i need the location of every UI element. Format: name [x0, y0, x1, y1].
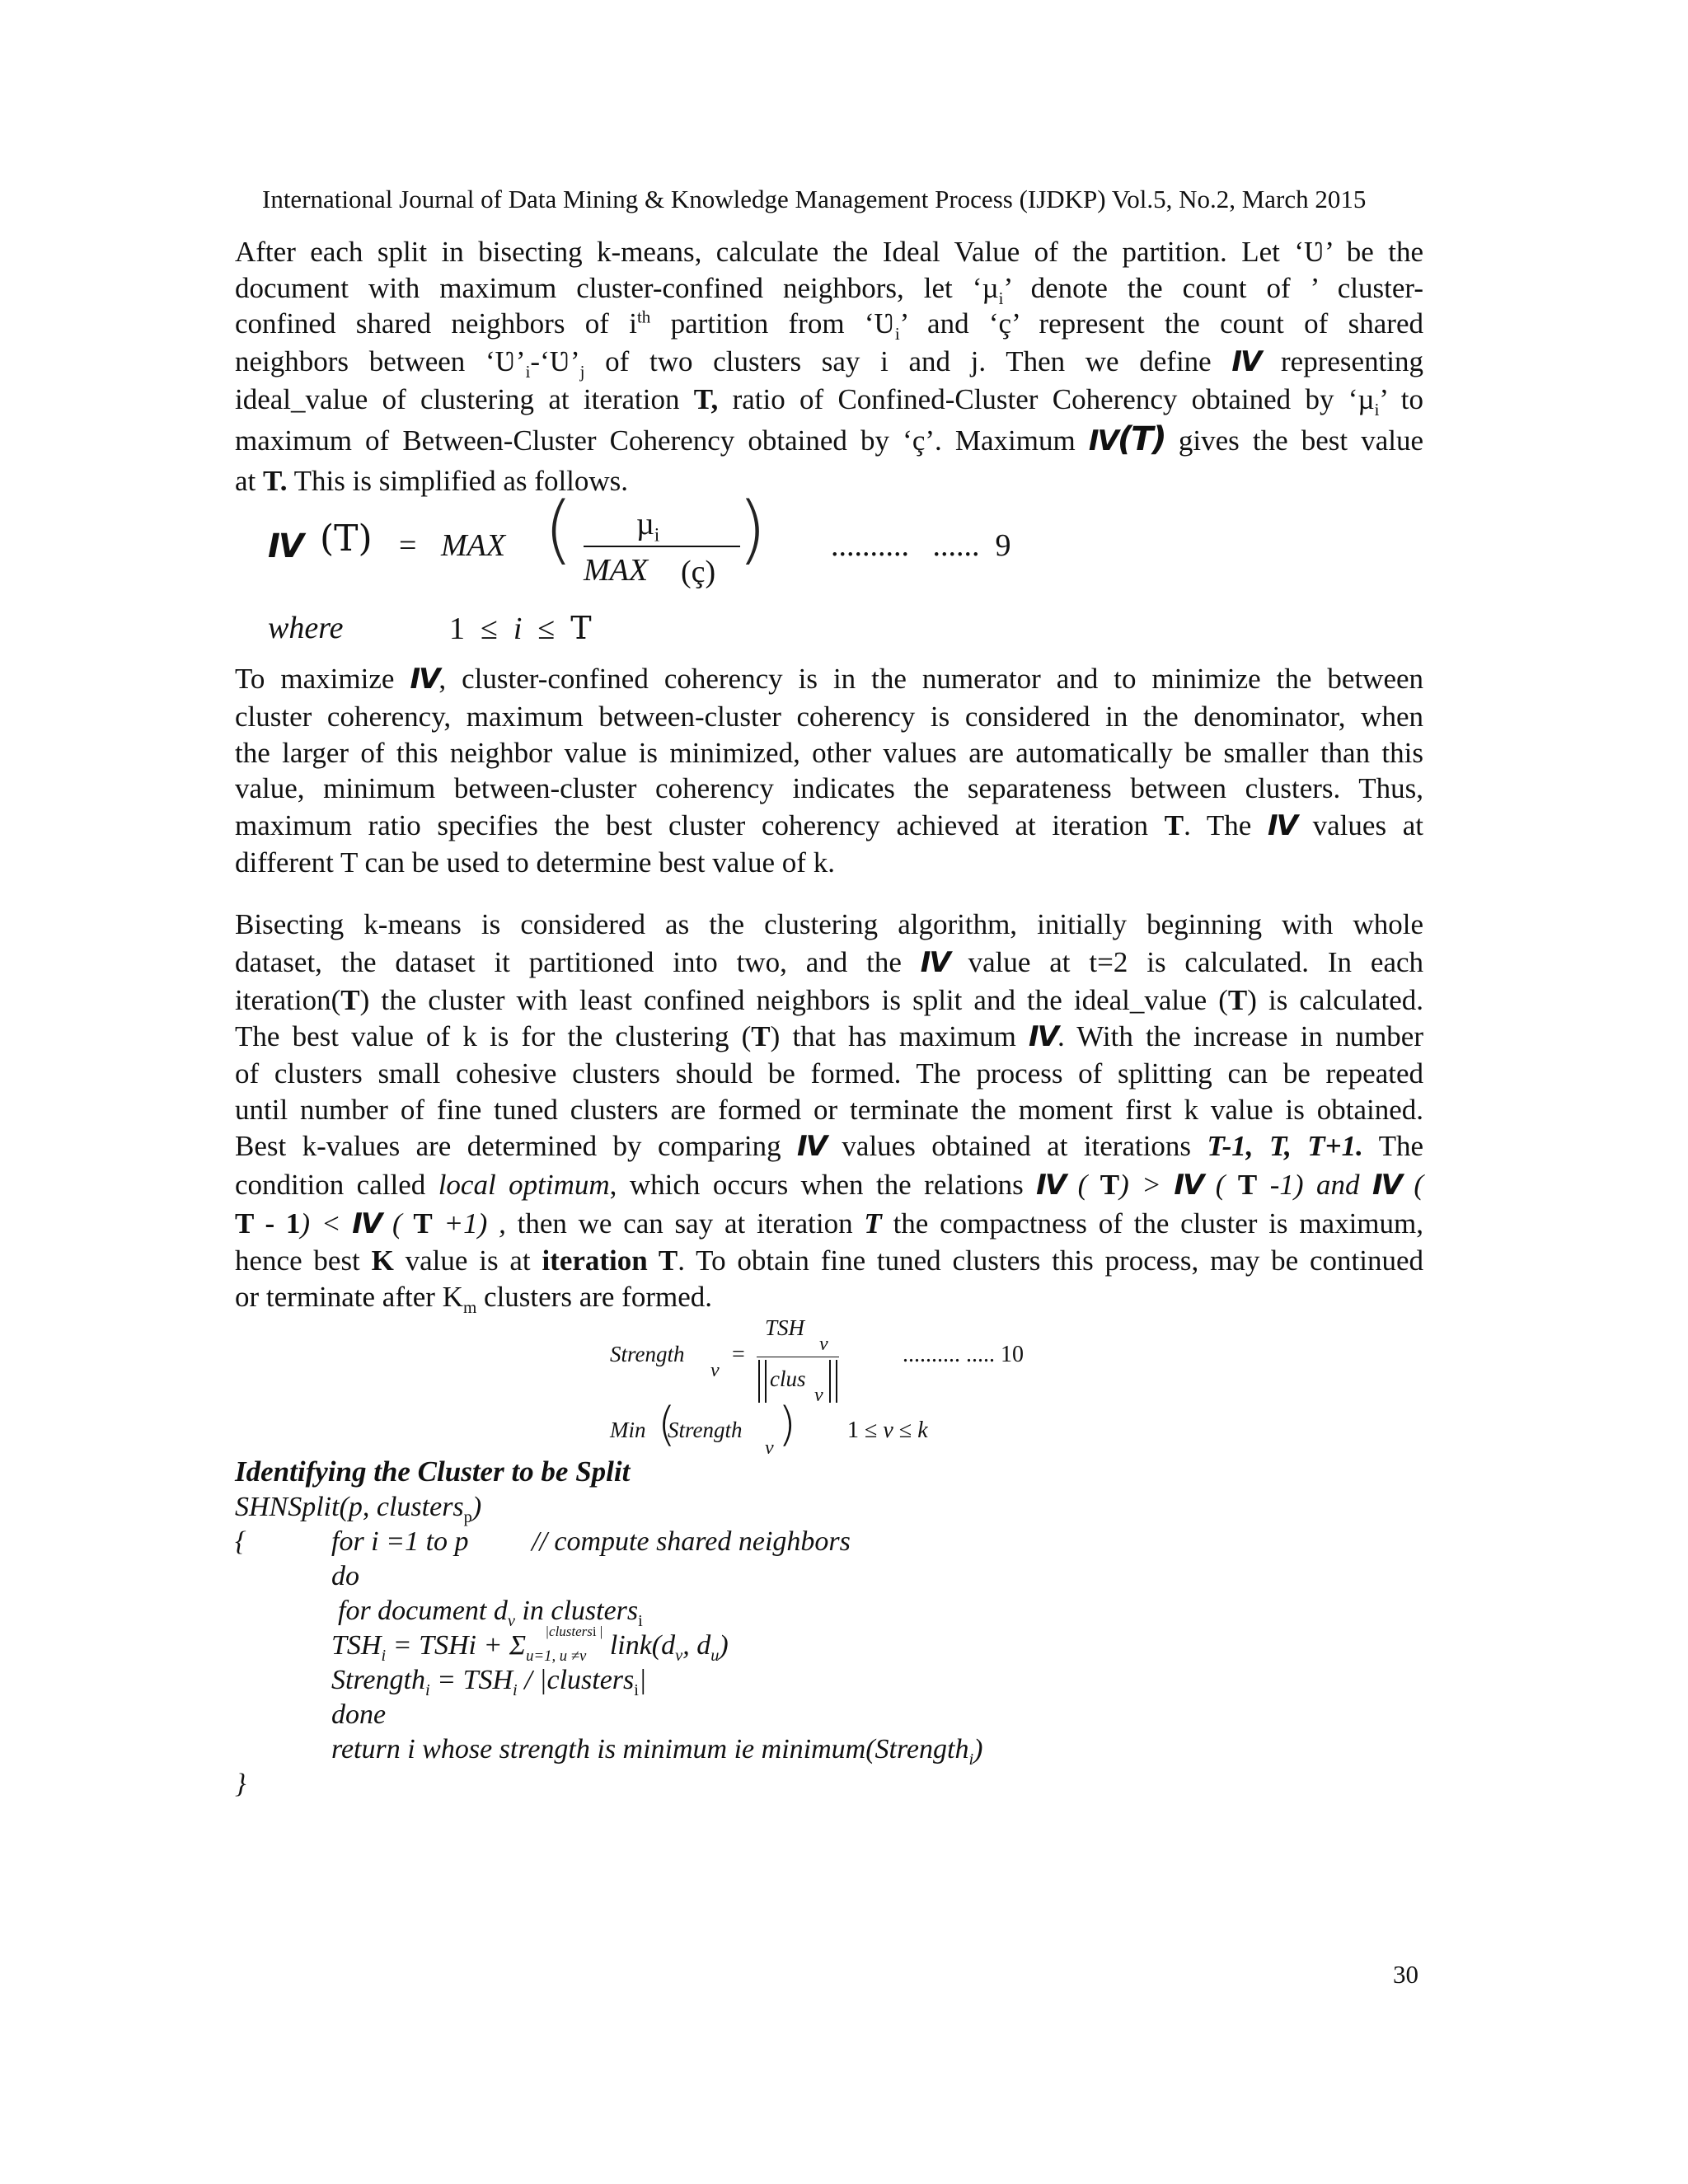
sub: i — [424, 1680, 430, 1699]
iv-symbol: IV — [1036, 1169, 1066, 1202]
eq9-lhs: (T) — [320, 518, 373, 560]
paragraph-maximize — [235, 659, 1423, 880]
sub: i — [634, 1680, 639, 1699]
text: T — [413, 1207, 433, 1240]
text: . With the increase in number — [1057, 1020, 1423, 1052]
text: The — [1362, 1130, 1424, 1162]
p3-line-7 — [235, 1127, 1423, 1165]
text: value at t=2 is calculated. In each — [968, 945, 1424, 978]
text: then we can say at iteration — [505, 1207, 865, 1240]
text: return i whose strength is minimum ie minimum(Strength — [331, 1734, 969, 1765]
text: document with maximum cluster-confined neighbors, let ‘µ — [235, 271, 999, 304]
eq9-number: 9 — [995, 528, 1011, 563]
text: Strength — [331, 1665, 425, 1695]
text: This is simplified as follows. — [287, 465, 629, 497]
text: clusters are formed. — [476, 1280, 713, 1313]
eq9-fraction-bar — [584, 546, 740, 547]
algo-do: do — [331, 1561, 359, 1591]
sub-i: i — [894, 324, 900, 344]
sub: u — [710, 1646, 720, 1665]
eq9-den-max: MAX — [584, 553, 649, 588]
text: T — [864, 1207, 882, 1240]
sub-i: i — [1374, 399, 1380, 419]
p2-line-5 — [235, 807, 1423, 845]
p1-line-2 — [235, 270, 1423, 307]
text: ( — [1215, 1169, 1238, 1201]
page-number: 30 — [1393, 1960, 1418, 1989]
text: representing — [1281, 344, 1424, 377]
text: iteration( — [235, 983, 341, 1016]
sub: i — [968, 1750, 974, 1769]
eq10-dots — [903, 1342, 1024, 1368]
p2-line-2: cluster coherency, maximum between-cluster coherency is considered in the denominator, when — [235, 701, 1423, 733]
text: , which occurs when the relations — [609, 1169, 1024, 1201]
text: . To obtain fine tuned clusters this process, may be continued — [678, 1244, 1423, 1277]
sum-sub: u=1, u ≠v — [526, 1647, 587, 1665]
text: | — [638, 1665, 647, 1695]
sup-th: th — [636, 307, 651, 327]
algo-signature — [235, 1492, 482, 1526]
eq9-where: where — [268, 611, 344, 645]
algo-brace-close: } — [235, 1769, 246, 1799]
eq9-equals: = — [399, 528, 417, 563]
p1-line-7 — [235, 463, 1423, 499]
text: ) is calculated. — [1247, 983, 1423, 1016]
eq10-clus: clus — [770, 1366, 806, 1391]
algo-return — [331, 1734, 983, 1769]
text: value is at — [393, 1244, 542, 1277]
p1-line-6 — [235, 417, 1423, 463]
text: The best value of k is for the clustering ( — [235, 1020, 752, 1052]
sub: i — [654, 524, 660, 546]
eq9-numerator — [636, 506, 660, 546]
text: To maximize — [235, 663, 395, 695]
algo-comment: // compute shared neighbors — [532, 1526, 851, 1557]
text: at — [235, 465, 264, 497]
sub-i: i — [525, 361, 531, 382]
eq10-norm-right — [829, 1360, 837, 1403]
text: T — [1100, 1169, 1120, 1201]
eq9-den-arg: (ç) — [681, 555, 716, 589]
p3-line-11 — [235, 1279, 1423, 1315]
text: ) — [719, 1630, 729, 1661]
iv-symbol: IV — [268, 527, 302, 565]
algo-done: done — [331, 1699, 387, 1730]
text: +1) , — [432, 1207, 506, 1240]
eq10-left-paren: ( — [658, 1398, 676, 1451]
text: or terminate after K — [235, 1280, 463, 1313]
iv-arg: (T) — [1117, 420, 1165, 458]
iv-symbol: IV — [1029, 1020, 1057, 1053]
iv-symbol: IV — [1372, 1169, 1401, 1202]
p3-line-9 — [235, 1205, 1423, 1243]
r: i — [513, 612, 523, 646]
eq10-right-paren: ) — [778, 1398, 796, 1451]
text: values obtained at iterations — [842, 1130, 1207, 1162]
p3-line-6: until number of fine tuned clusters are formed or terminate the moment first k value is obtained. — [235, 1093, 1423, 1126]
text: in clusters — [514, 1596, 639, 1626]
r: v — [883, 1418, 893, 1443]
sub-i: i — [998, 288, 1004, 308]
text: ) that has maximum — [770, 1020, 1016, 1052]
le: ≤ — [898, 1418, 912, 1443]
text: ( — [1414, 1169, 1424, 1201]
algo-strength-line — [331, 1665, 647, 1699]
sum-sup — [545, 1624, 603, 1639]
p1-line-5 — [235, 382, 1423, 418]
sub-j: j — [579, 361, 585, 382]
eq10-tsh: TSH — [765, 1315, 805, 1340]
iv-symbol: IV — [1174, 1169, 1203, 1202]
sub: i — [638, 1611, 643, 1630]
algo-heading: Identifying the Cluster to be Split — [235, 1455, 631, 1488]
sub-m: m — [462, 1296, 477, 1317]
text: SHNSplit(p, clusters — [235, 1492, 464, 1522]
p3-line-3 — [235, 982, 1423, 1019]
eq10-min: Min — [610, 1418, 646, 1442]
r: 1 — [449, 612, 465, 646]
text: Best k-values are determined by comparing — [235, 1130, 781, 1162]
text: T. — [263, 465, 288, 497]
eq9-dots — [831, 527, 1011, 564]
dots: ...... — [932, 528, 980, 563]
text: maximum of Between-Cluster Coherency obtained by ‘ç’. Maximum — [235, 424, 1076, 457]
iv-symbol: IV — [1268, 808, 1296, 842]
text: ) the cluster with least confined neighbors is split and the ideal_value ( — [359, 983, 1228, 1016]
sub: i — [513, 1680, 518, 1699]
r: T — [570, 610, 592, 646]
text: ’ denote the count of ’ cluster- — [1003, 271, 1423, 304]
text: condition called — [235, 1169, 438, 1201]
algo-tsh-line — [331, 1623, 729, 1665]
text: i — [592, 1623, 597, 1639]
text: ratio of Confined-Cluster Coherency obtained by ‘µ — [718, 382, 1375, 415]
p3-line-2 — [235, 943, 1423, 982]
eq9-range — [449, 610, 592, 647]
text: neighbors between ‘Ʋ’ — [235, 344, 526, 377]
text: |clusters — [545, 1623, 593, 1639]
iv-symbol: IV — [920, 945, 950, 979]
text: T — [1164, 808, 1184, 841]
eq10-min-strength: Strength — [668, 1418, 743, 1442]
text: ) > — [1119, 1169, 1161, 1201]
p1-line-1: After each split in bisecting k-means, calculate the Ideal Value of the partition. Let ‘Ʋ’ be the — [235, 236, 1423, 268]
algo-brace-open: { — [235, 1526, 246, 1557]
eq9-left-paren: ( — [544, 486, 574, 573]
text: K — [371, 1244, 394, 1277]
eq10-min-sub: v — [765, 1437, 774, 1459]
iv-symbol: IV — [1088, 424, 1118, 457]
text: gives the best value — [1178, 424, 1424, 457]
iv-symbol: IV — [410, 663, 439, 696]
p2-line-6: different T can be used to determine best value of k. — [235, 846, 835, 879]
sub: v — [675, 1646, 683, 1665]
text: , cluster-confined coherency is in the numerator and to minimize the between — [438, 663, 1424, 695]
le: ≤ — [481, 612, 498, 646]
p3-line-5: of clusters small cohesive clusters should be formed. The process of splitting can be repeated — [235, 1057, 1423, 1090]
text: the compactness of the cluster is maximum, — [881, 1207, 1424, 1240]
text: ( — [392, 1207, 414, 1240]
sub: i — [381, 1646, 387, 1665]
p3-line-1: Bisecting k-means is considered as the clustering algorithm, initially beginning with whole — [235, 908, 1423, 940]
p3-line-10 — [235, 1243, 1423, 1279]
text: local optimum — [438, 1169, 610, 1201]
eq10-number: 10 — [1001, 1342, 1024, 1367]
text: , d — [682, 1630, 711, 1661]
text: dataset, the dataset it partitioned into two, and the — [235, 945, 902, 978]
p2-line-4: value, minimum between-cluster coherency indicates the separateness between clusters. Thus, — [235, 772, 1423, 804]
text: = TSHi + Σ — [386, 1630, 527, 1661]
text: T — [751, 1020, 771, 1052]
text: T — [1227, 983, 1248, 1016]
algo-for-loop: for i =1 to p — [331, 1526, 469, 1557]
text: confined shared neighbors of i — [235, 307, 637, 340]
eq10-clus-sub: v — [814, 1385, 823, 1406]
p3-line-8 — [235, 1165, 1423, 1205]
dots: ..... — [966, 1342, 995, 1367]
text: hence best — [235, 1244, 372, 1277]
algo-for-document — [338, 1596, 643, 1630]
text: link(d — [603, 1630, 676, 1661]
text: . The — [1184, 808, 1252, 841]
dots: .......... — [831, 528, 909, 563]
text: ) < — [300, 1207, 341, 1240]
text: ideal_value of clustering at iteration — [235, 382, 694, 415]
text: maximum ratio specifies the best cluster coherency achieved at iteration — [235, 808, 1165, 841]
text: iteration T — [542, 1244, 678, 1277]
text: -‘Ʋ’ — [530, 344, 580, 377]
text: ) — [973, 1734, 983, 1765]
eq9-max: MAX — [441, 528, 506, 563]
eq10-equals: = — [732, 1342, 745, 1367]
sub: p — [463, 1507, 472, 1526]
text: of two clusters say i and j. Then we define — [584, 344, 1212, 377]
paragraph-bisecting — [235, 907, 1423, 1315]
le: ≤ — [537, 612, 556, 646]
text: T - 1 — [235, 1207, 301, 1240]
text: = TSH — [429, 1665, 513, 1695]
text: TSH — [331, 1630, 382, 1661]
iv-symbol: IV — [352, 1207, 382, 1240]
text: ( — [1077, 1169, 1100, 1201]
text: T — [1237, 1169, 1258, 1201]
text: for document d — [338, 1596, 508, 1626]
dots: .......... — [903, 1342, 960, 1367]
text: | — [596, 1623, 603, 1639]
text: -1) and — [1257, 1169, 1360, 1201]
eq10-norm-left — [758, 1360, 767, 1403]
text: T-1, T, T+1. — [1207, 1130, 1363, 1162]
p1-line-3 — [235, 306, 1423, 342]
p1-line-4 — [235, 342, 1423, 382]
sub: v — [507, 1611, 515, 1630]
eq10-tsh-sub: v — [819, 1333, 828, 1355]
eq10-range — [847, 1418, 928, 1444]
p2-line-3: the larger of this neighbor value is minimized, other values are automatically be smaller than this — [235, 736, 1423, 769]
paragraph-ideal-value — [235, 234, 1423, 499]
le: ≤ — [865, 1418, 878, 1443]
eq10-sub-v: v — [710, 1360, 720, 1381]
text: ’ to — [1379, 382, 1423, 415]
p3-line-4 — [235, 1018, 1423, 1056]
text: values at — [1312, 808, 1424, 841]
text: / |clusters — [517, 1665, 635, 1695]
text: T, — [693, 382, 719, 415]
text: T — [340, 983, 360, 1016]
text: ’ and ‘ç’ represent the count of shared — [899, 307, 1423, 340]
running-header: International Journal of Data Mining & Knowledge Management Process (IJDKP) Vol.5, No.2, March 2015 — [262, 185, 1367, 213]
eq9-right-paren: ) — [738, 486, 767, 573]
p2-line-1 — [235, 659, 1423, 699]
iv-symbol: IV — [1231, 344, 1261, 378]
mu: µ — [636, 507, 654, 541]
r: k — [917, 1418, 928, 1443]
text: partition from ‘Ʋ — [650, 307, 895, 340]
iv-symbol: IV — [797, 1130, 827, 1163]
text: ) — [471, 1492, 482, 1522]
eq10-strength: Strength — [610, 1342, 685, 1366]
r: 1 — [847, 1418, 859, 1443]
